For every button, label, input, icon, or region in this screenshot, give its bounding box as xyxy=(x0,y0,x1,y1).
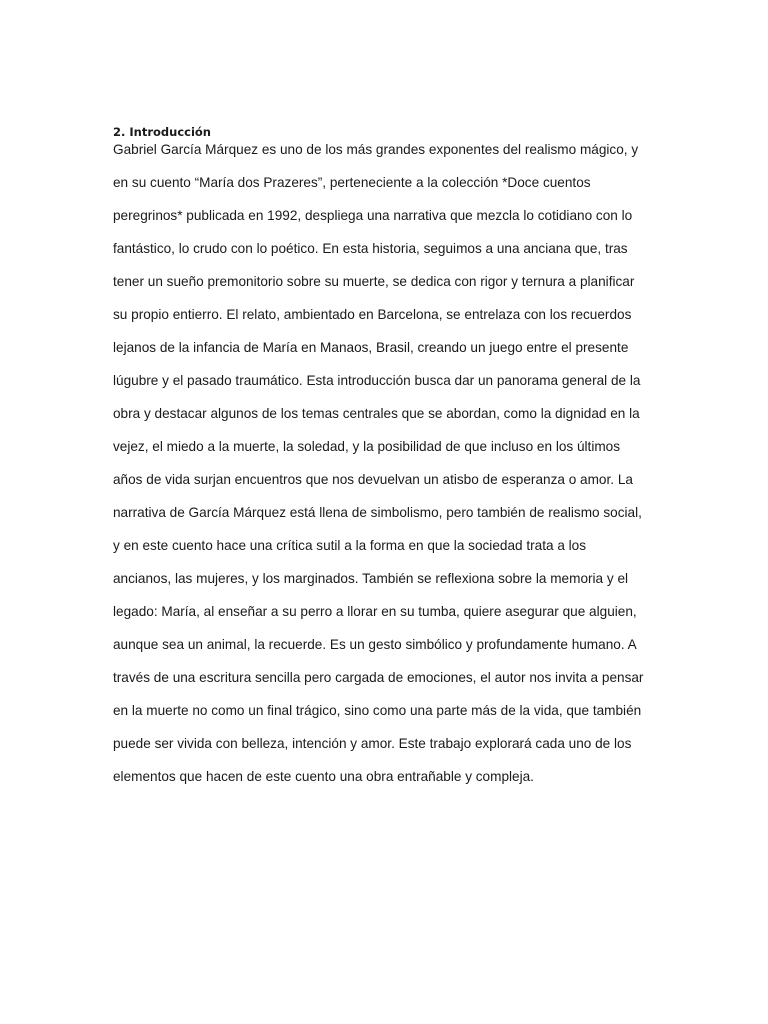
paragraph-line: lejanos de la infancia de María en Manaos, Brasil, creando un juego entre el presente xyxy=(113,340,629,355)
paragraph-line: lúgubre y el pasado traumático. Esta introducción busca dar un panorama general de la xyxy=(113,373,641,388)
paragraph-line: vejez, el miedo a la muerte, la soledad, y la posibilidad de que incluso en los últimos xyxy=(113,439,621,454)
paragraph-line: en la muerte no como un final trágico, sino como una parte más de la vida, que también xyxy=(113,703,642,718)
paragraph-line: y en este cuento hace una crítica sutil a la forma en que la sociedad trata a los xyxy=(113,538,587,553)
paragraph-line: años de vida surjan encuentros que nos devuelvan un atisbo de esperanza o amor. La xyxy=(113,472,633,487)
paragraph-line: obra y destacar algunos de los temas centrales que se abordan, como la dignidad en la xyxy=(113,406,640,421)
paragraph-line: puede ser vivida con belleza, intención y amor. Este trabajo explorará cada uno de los xyxy=(113,736,632,751)
paragraph-line: través de una escritura sencilla pero cargada de emociones, el autor nos invita a pensar xyxy=(113,670,644,685)
paragraph-line: tener un sueño premonitorio sobre su muerte, se dedica con rigor y ternura a planificar xyxy=(113,274,635,289)
paragraph-line: legado: María, al enseñar a su perro a llorar en su tumba, quiere asegurar que alguien, xyxy=(113,604,637,619)
paragraph-line: en su cuento “María dos Prazeres”, perteneciente a la colección *Doce cuentos xyxy=(113,175,591,190)
paragraph-line: elementos que hacen de este cuento una obra entrañable y compleja. xyxy=(113,769,534,784)
paragraph-line: ancianos, las mujeres, y los marginados. También se reflexiona sobre la memoria y el xyxy=(113,571,629,586)
paragraph-line: peregrinos* publicada en 1992, despliega una narrativa que mezcla lo cotidiano con lo xyxy=(113,208,633,223)
paragraph-line: narrativa de García Márquez está llena de simbolismo, pero también de realismo social, xyxy=(113,505,642,520)
paragraph-line: aunque sea un animal, la recuerde. Es un gesto simbólico y profundamente humano. A xyxy=(113,637,637,652)
paragraph-line: fantástico, lo crudo con lo poético. En esta historia, seguimos a una anciana que, tras xyxy=(113,241,628,256)
body-paragraph xyxy=(113,139,673,799)
paragraph-line: su propio entierro. El relato, ambientado en Barcelona, se entrelaza con los recuerdos xyxy=(113,307,632,322)
paragraph-line: Gabriel García Márquez es uno de los más grandes exponentes del realismo mágico, y xyxy=(113,142,639,157)
section-heading: 2. Introducción xyxy=(113,125,211,139)
